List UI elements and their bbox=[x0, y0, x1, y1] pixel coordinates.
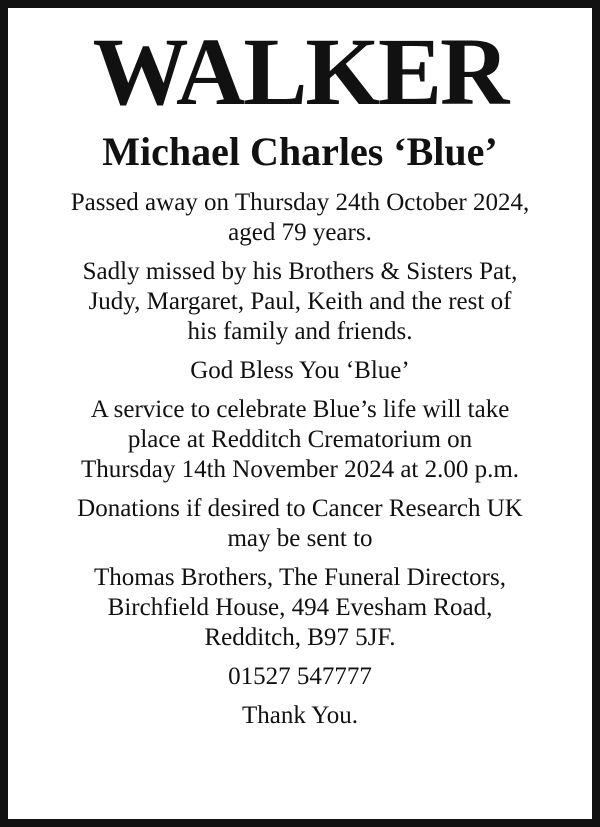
service-text: A service to celebrate Blue’s life will take place at Redditch Crematorium on Thursday 14th November 2024 at 2.00 p.m. bbox=[80, 396, 520, 483]
blessing-text: God Bless You ‘Blue’ bbox=[190, 357, 410, 384]
passed-away-text: Passed away on Thursday 24th October 2024, aged 79 years. bbox=[70, 189, 530, 246]
funeral-director-address: Thomas Brothers, The Funeral Directors, Birchfield House, 494 Evesham Road, Redditch, B97 5JF. bbox=[94, 564, 506, 651]
closing-text: Thank You. bbox=[242, 702, 358, 729]
full-name-heading: Michael Charles ‘Blue’ bbox=[102, 129, 498, 174]
donations-text: Donations if desired to Cancer Research UK may be sent to bbox=[77, 495, 523, 552]
missed-by-text: Sadly missed by his Brothers & Sisters Pat, Judy, Margaret, Paul, Keith and the rest of his family and friends. bbox=[82, 258, 518, 345]
surname-heading: WALKER bbox=[92, 18, 508, 125]
phone-number: 01527 547777 bbox=[228, 663, 372, 690]
